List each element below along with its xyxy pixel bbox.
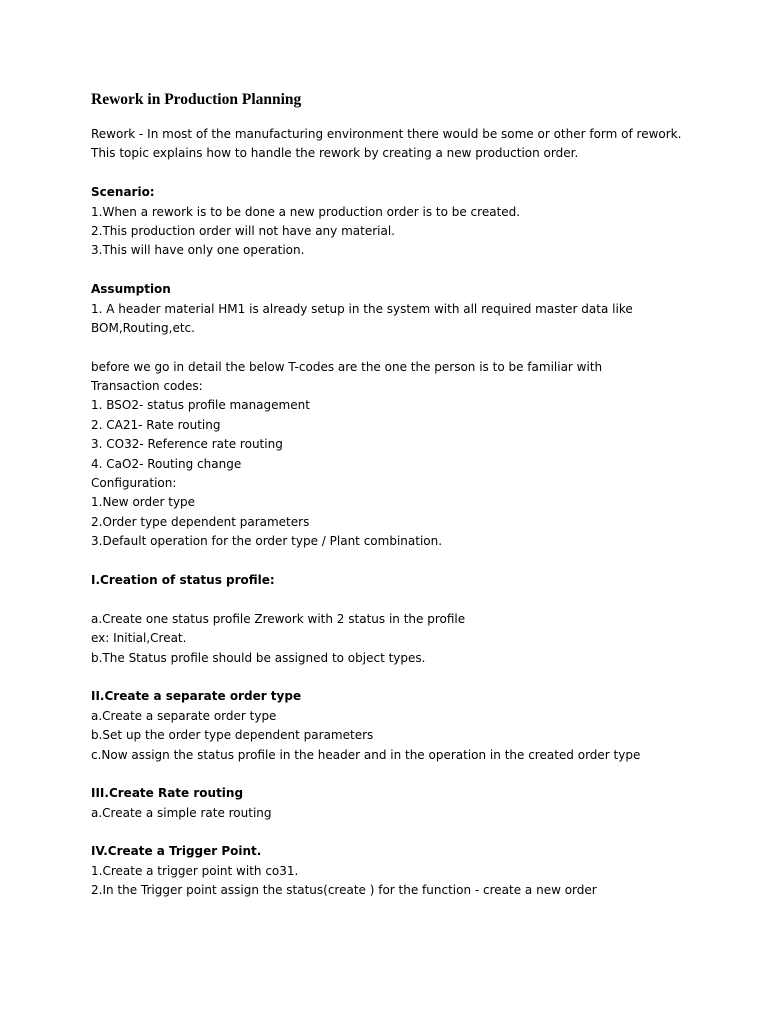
text-line: Transaction codes: — [91, 379, 203, 394]
text-line: 2.This production order will not have any material. — [91, 223, 395, 238]
text-line: b.The Status profile should be assigned to object types. — [91, 650, 426, 665]
document-title: Rework in Production Planning — [91, 91, 302, 108]
text-line: 1. A header material HM1 is already setup in the system with all required master data like — [91, 301, 633, 316]
text-line: 1.New order type — [91, 495, 196, 510]
text-line: 1.Create a trigger point with co31. — [91, 863, 299, 878]
text-line: c.Now assign the status profile in the header and in the operation in the created order type — [91, 747, 641, 762]
blank-line — [91, 823, 751, 842]
text-line: b.Set up the order type dependent parameters — [91, 728, 374, 743]
text-line: before we go in detail the below T-codes are the one the person is to be familiar with — [91, 359, 603, 374]
blank-line — [91, 590, 751, 609]
section-heading: IV.Create a Trigger Point. — [91, 844, 262, 859]
section-heading: Assumption — [91, 282, 171, 297]
text-line: 3.This will have only one operation. — [91, 243, 305, 258]
text-line: 1.When a rework is to be done a new production order is to be created. — [91, 204, 521, 219]
text-line: 1. BSO2- status profile management — [91, 398, 310, 413]
section-heading: Scenario: — [91, 185, 155, 200]
text-line: a.Create a separate order type — [91, 708, 277, 723]
text-line: a.Create a simple rate routing — [91, 805, 272, 820]
section-heading: III.Create Rate routing — [91, 786, 244, 801]
blank-line — [91, 338, 751, 357]
blank-line — [91, 765, 751, 784]
section-heading: I.Creation of status profile: — [91, 572, 275, 587]
text-line: 4. CaO2- Routing change — [91, 456, 242, 471]
text-line: ex: Initial,Creat. — [91, 631, 187, 646]
text-line: 2.In the Trigger point assign the status(create ) for the function - create a new order — [91, 883, 597, 898]
text-line: 3.Default operation for the order type / Plant combination. — [91, 534, 443, 549]
text-line: a.Create one status profile Zrework with 2 status in the profile — [91, 611, 466, 626]
blank-line — [91, 552, 751, 571]
text-line: Configuration: — [91, 476, 177, 491]
document-body — [91, 125, 751, 901]
text-line: This topic explains how to handle the rework by creating a new production order. — [91, 146, 579, 161]
text-line: 3. CO32- Reference rate routing — [91, 437, 283, 452]
text-line: Rework - In most of the manufacturing environment there would be some or other form of rework. — [91, 127, 682, 141]
blank-line — [91, 261, 751, 280]
text-line: 2. CA21- Rate routing — [91, 417, 221, 432]
text-line: BOM,Routing,etc. — [91, 320, 195, 335]
text-line: 2.Order type dependent parameters — [91, 514, 310, 529]
blank-line — [91, 164, 751, 183]
section-heading: II.Create a separate order type — [91, 689, 302, 704]
blank-line — [91, 668, 751, 687]
